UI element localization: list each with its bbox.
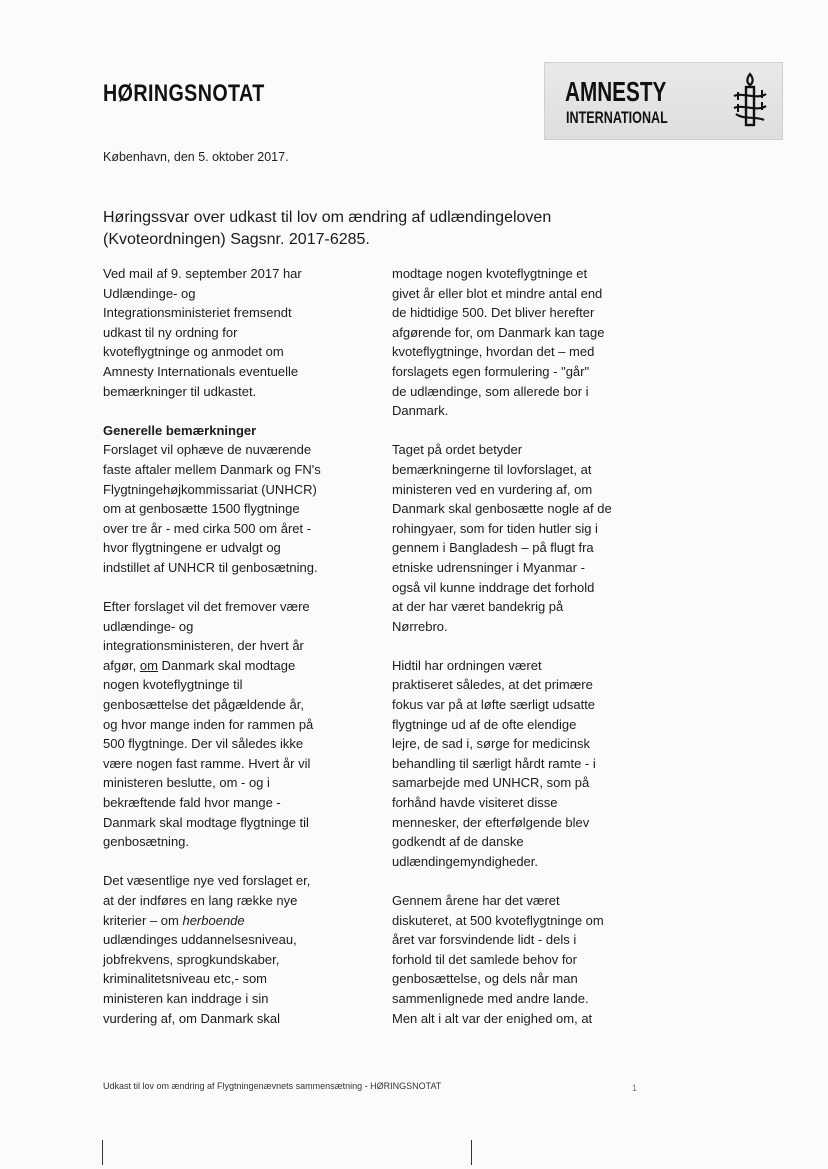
document-heading: HØRINGSNOTAT [103,80,265,107]
left-column [103,264,363,1028]
section-block [103,421,363,578]
paragraph [103,871,363,1028]
date-line: København, den 5. oktober 2017. [103,150,289,164]
scan-mark [471,1140,472,1165]
right-column [392,264,654,1028]
italic-word: herboende [182,912,245,928]
paragraph: Gennem årene har det været diskuteret, at 500 kvoteflygtninge om året var forsvindende lidt - dels i forhold til det samlede behov for genbosættelse, og dels når man sammenlignede med andre lande. Men alt i alt var der enighed om, at [392,893,604,1026]
logo-text-sub: INTERNATIONAL [566,108,668,127]
logo-text-main: AMNESTY [565,76,667,107]
title-line-1: Høringssvar over udkast til lov om ændring af udlændingeloven [103,209,552,226]
paragraph: Hidtil har ordningen været praktiseret således, at det primære fokus var på at løfte særligt udsatte flygtninge ud af de ofte elendige lejre, de sad i, sørge for medicinsk behandling til særligt hårdt ramte - i samarbejde med UNHCR, som på forhånd havde visiteret disse mennesker, der efterfølgende blev godkendt af de danske udlændingemyndigheder. [392,657,596,869]
text-run: Det væsentlige nye ved forslaget er, at der indføres en lang række nye kriterier – om [103,873,311,928]
text-run: udlændinges uddannelsesniveau, jobfrekvens, sprogkundskaber, kriminalitetsniveau etc,- som ministeren kan inddrage i sin vurdering af, om Danmark skal [103,932,297,1026]
paragraph: Forslaget vil ophæve de nuværende faste aftaler mellem Danmark og FN's Flygtningehøjkommissariat (UNHCR) om at genbosætte 1500 flygtninge over tre år - med cirka 500 om året - hvor flygtningene er udvalgt og indstillet af UNHCR til genbosætning. [103,442,321,575]
title-line-2: (Kvoteordningen) Sagsnr. 2017-6285. [103,231,370,248]
paragraph [103,597,363,852]
paragraph: modtage nogen kvoteflygtninge et givet år eller blot et mindre antal end de hidtidige 500. Det bliver herefter afgørende for, om Danmark kan tage kvoteflygtninge, hvordan det – med forslagets egen formulering - "går" de udlændinge, som allerede bor i Danmark. [392,266,605,419]
document-title [103,207,573,251]
text-run: Danmark skal modtage nogen kvoteflygtninge til genbosættelse det pågældende år, og hvor mange inden for rammen på 500 flygtninge. Der vil således ikke være nogen fast ramme. Hvert år vil ministeren beslutte, om - og i bekræftende fald hvor mange - Danmark skal modtage flygtninge til genbosætning. [103,657,314,850]
candle-barbed-wire-icon [726,70,774,130]
section-subheading: Generelle bemærkninger [103,422,257,438]
page-number: 1 [632,1083,638,1093]
paragraph: Taget på ordet betyder bemærkningerne til lovforslaget, at ministeren ved en vurdering af, om Danmark skal genbosætte nogle af de rohingyaer, som for tiden hutler sig i gennem i Bangladesh – på flugt fra etniske udrensninger i Myanmar - også vil kunne inddrage det forhold at der har været bandekrig på Nørrebro. [392,442,612,634]
text-run: Efter forslaget vil det fremover være udlændinge- og integrationsministeren, der hvert år afgør, [103,599,310,673]
underlined-word: om [139,657,158,673]
page-footer: Udkast til lov om ændring af Flygtningenævnets sammensætning - HØRINGSNOTAT [103,1081,442,1091]
paragraph: Ved mail af 9. september 2017 har Udlændinge- og Integrationsministeriet fremsendt udkast til ny ordning for kvoteflygtninge og anmodet om Amnesty Internationals eventuelle bemærkninger til udkastet. [103,266,302,399]
scan-mark [102,1140,103,1165]
